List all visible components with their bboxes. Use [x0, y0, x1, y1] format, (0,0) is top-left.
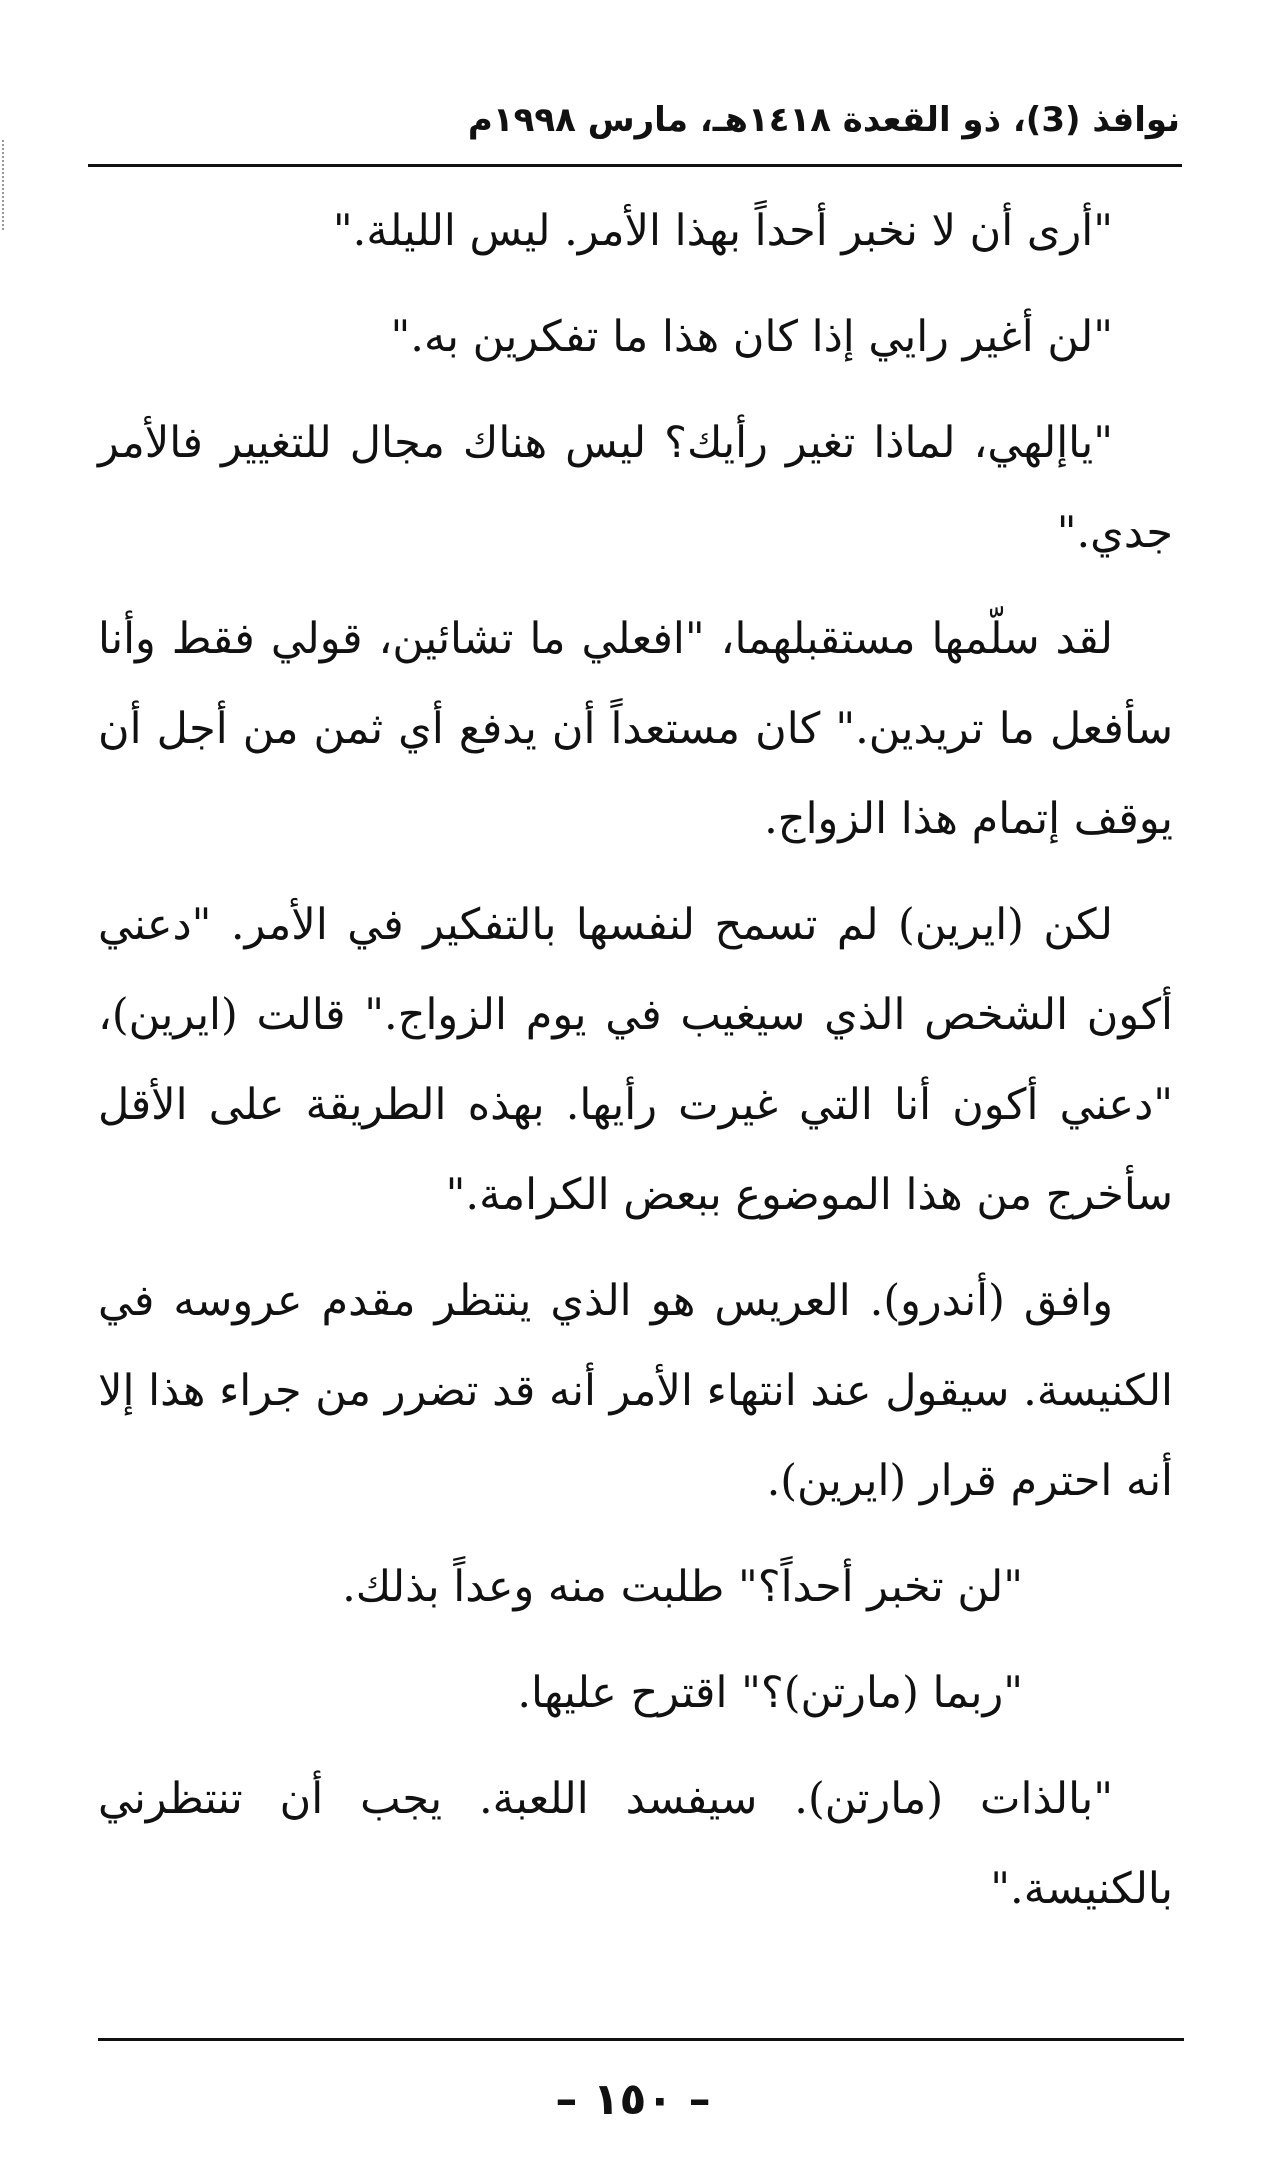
paragraph: "لن أغير رايي إذا كان هذا ما تفكرين به." [390, 312, 1113, 362]
paragraph: "لن تخبر أحداً؟" طلبت منه وعداً بذلك. [342, 1562, 1023, 1612]
paragraph: وافق (أندرو). العريس هو الذي ينتظر مقدم عروسه في الكنيسة. سيقول عند انتهاء الأمر أنه قد تضرر من جراء هذا إلا أنه احترم قرار (ايرين). [98, 1276, 1173, 1506]
paragraph: "ياإلهي، لماذا تغير رأيك؟ ليس هناك مجال للتغيير فالأمر جدي." [98, 418, 1173, 558]
page-number: – ١٥٠ – [555, 2074, 711, 2125]
paragraph: "أرى أن لا نخبر أحداً بهذا الأمر. ليس الليلة." [332, 206, 1113, 256]
running-header: نوافذ (3)، ذو القعدة ١٤١٨هـ، مارس ١٩٩٨م [467, 100, 1180, 140]
footer-rule [98, 2038, 1184, 2041]
header-rule [88, 164, 1182, 167]
paragraph: "بالذات (مارتن). سيفسد اللعبة. يجب أن تنتظرني بالكنيسة." [98, 1774, 1173, 1914]
paragraph: "ربما (مارتن)؟" اقترح عليها. [517, 1668, 1023, 1718]
paragraph: لقد سلّمها مستقبلهما، "افعلي ما تشائين، قولي فقط وأنا سأفعل ما تريدين." كان مستعداً أن يدفع أي ثمن من أجل أن يوقف إتمام هذا الزواج. [98, 614, 1173, 844]
body-text [98, 186, 1173, 1950]
scan-edge-mark [2, 140, 7, 230]
paragraph: لكن (ايرين) لم تسمح لنفسها بالتفكير في الأمر. "دعني أكون الشخص الذي سيغيب في يوم الزواج." قالت (ايرين)، "دعني أكون أنا التي غيرت رأيها. بهذه الطريقة على الأقل سأخرج من هذا الموضوع ببعض الكرامة." [98, 900, 1173, 1220]
